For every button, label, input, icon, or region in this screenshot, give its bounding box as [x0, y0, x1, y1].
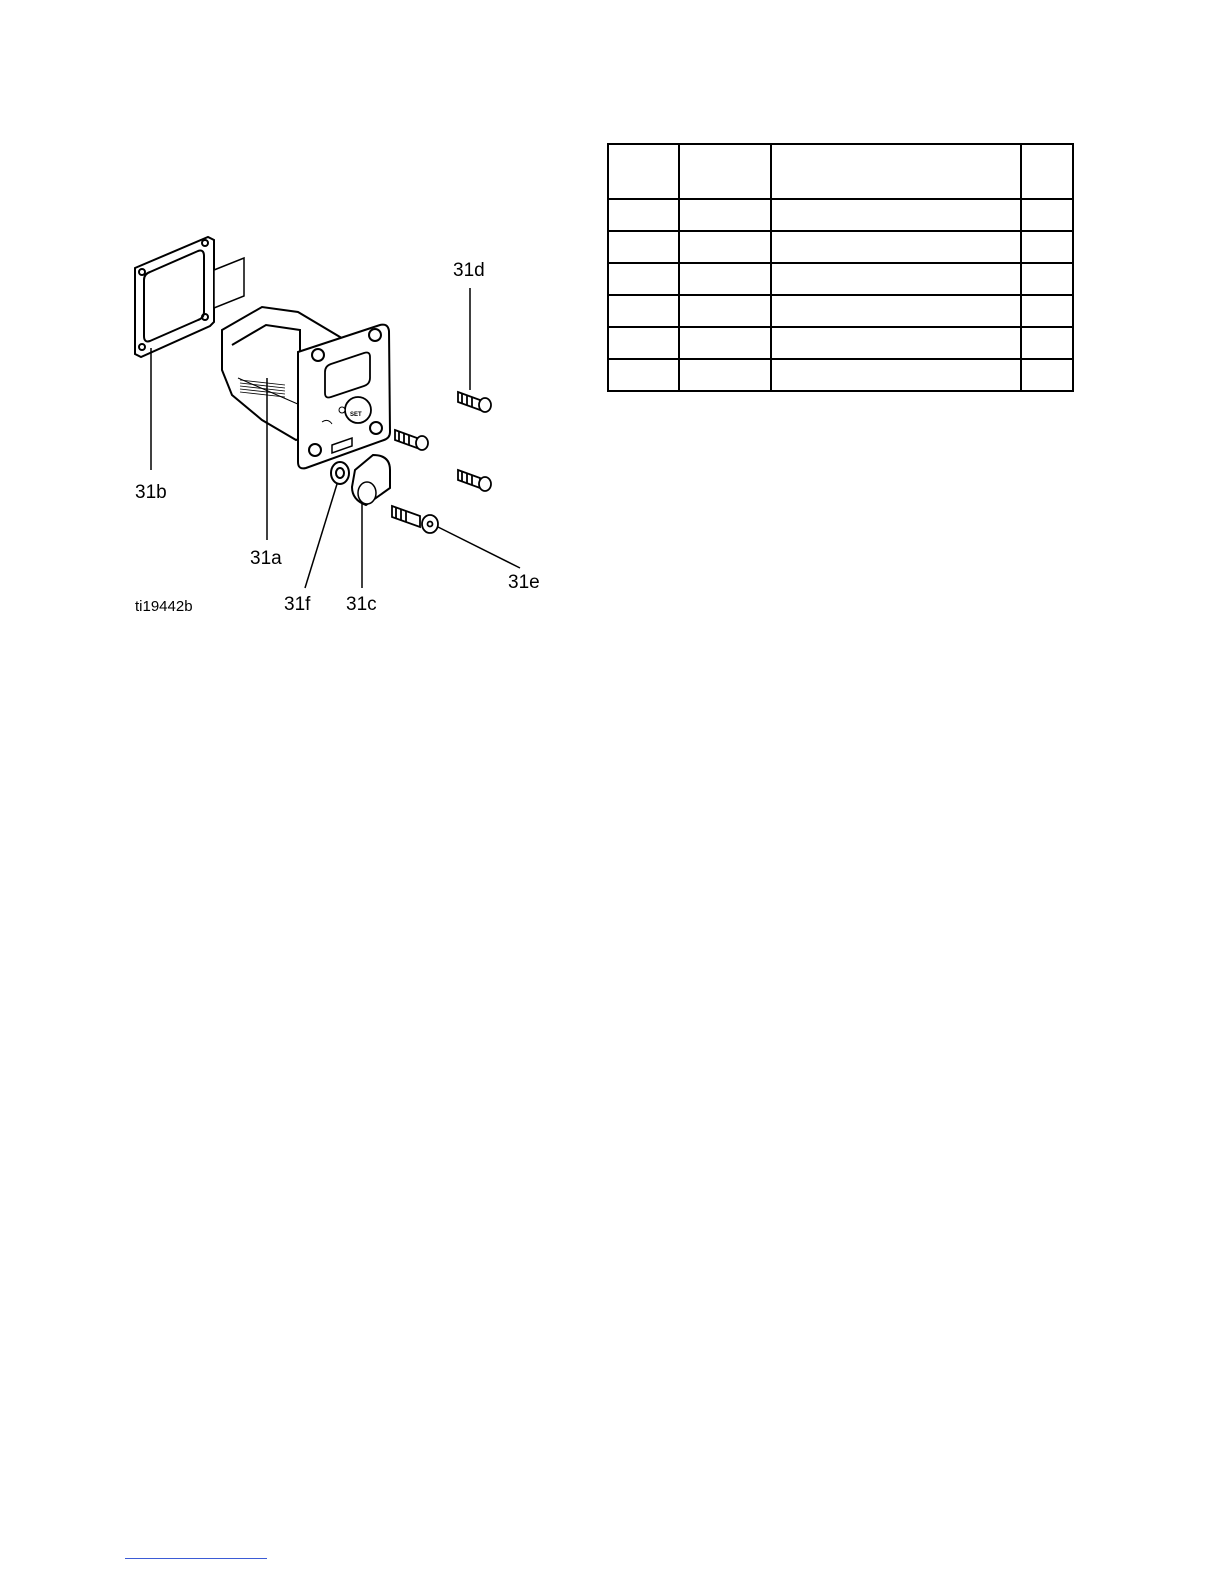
table-cell [1021, 231, 1073, 263]
header-qty [1021, 144, 1073, 199]
display-module-31a [222, 307, 390, 468]
screw-31d-low [458, 470, 491, 491]
callout-31e: 31e [508, 572, 540, 593]
figure-id-label: ti19442b [135, 598, 193, 615]
table-cell [608, 327, 679, 359]
callout-31c: 31c [346, 594, 377, 615]
header-description [771, 144, 1021, 199]
screw-31d-mid [395, 430, 428, 450]
washer-31f [331, 462, 349, 484]
table-cell [771, 295, 1021, 327]
screw-31d-top [458, 392, 491, 412]
table-row [608, 359, 1073, 391]
callout-31f: 31f [284, 594, 311, 615]
table-cell [771, 263, 1021, 295]
table-cell [771, 359, 1021, 391]
table-cell [608, 231, 679, 263]
table-cell [1021, 327, 1073, 359]
table-header-row [608, 144, 1073, 199]
table-cell [771, 199, 1021, 231]
footer-divider [125, 1558, 267, 1559]
table-cell [608, 263, 679, 295]
screw-31e [392, 506, 438, 533]
table-row [608, 295, 1073, 327]
table-cell [771, 231, 1021, 263]
table-cell [679, 359, 771, 391]
table-row [608, 199, 1073, 231]
table-cell [1021, 359, 1073, 391]
table-cell [771, 327, 1021, 359]
table-cell [608, 295, 679, 327]
cap-31c [352, 455, 390, 505]
table-cell [608, 359, 679, 391]
table-cell [679, 231, 771, 263]
exploded-parts-diagram [0, 0, 620, 640]
table-cell [679, 263, 771, 295]
gasket-31b [135, 237, 214, 357]
callout-31a: 31a [250, 548, 282, 569]
set-button-label: SET [350, 412, 362, 418]
table-cell [608, 199, 679, 231]
table-cell [1021, 263, 1073, 295]
callout-31d: 31d [453, 260, 485, 281]
parts-table [607, 143, 1074, 392]
table-row [608, 263, 1073, 295]
callout-31b: 31b [135, 482, 167, 503]
ribbon-cable [214, 258, 244, 308]
header-part [679, 144, 771, 199]
table-cell [679, 295, 771, 327]
table-cell [679, 327, 771, 359]
table-row [608, 327, 1073, 359]
table-row [608, 231, 1073, 263]
table-cell [1021, 199, 1073, 231]
table-cell [679, 199, 771, 231]
table-cell [1021, 295, 1073, 327]
header-ref [608, 144, 679, 199]
